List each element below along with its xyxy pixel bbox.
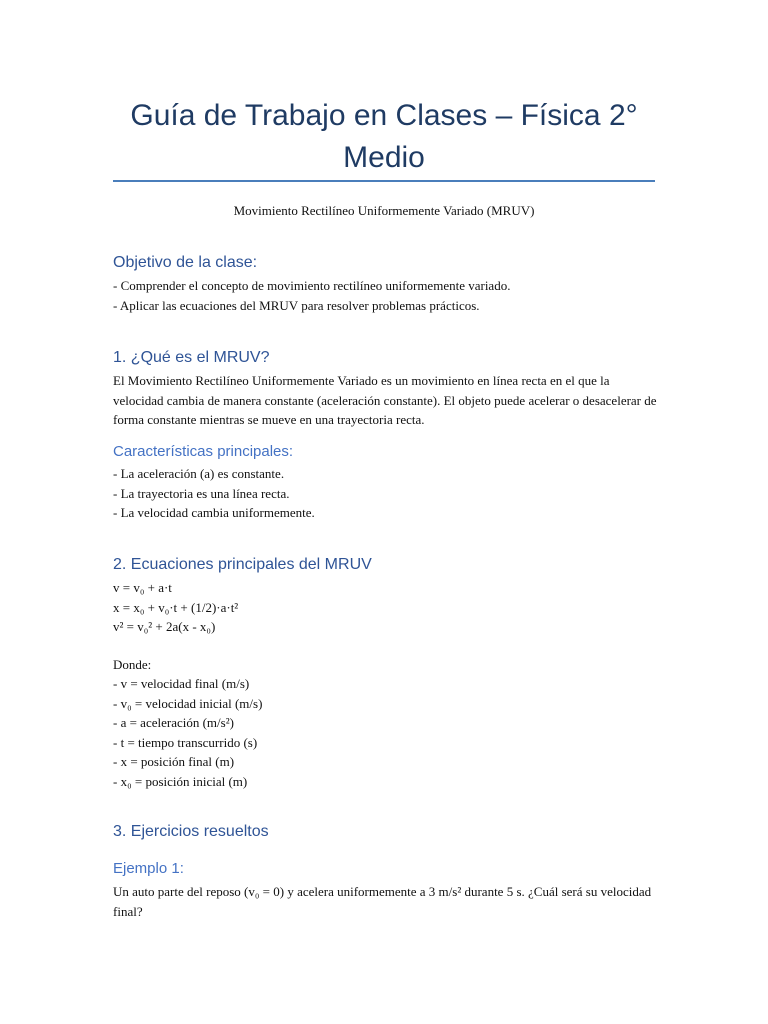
characteristics-heading: Características principales: — [113, 443, 294, 460]
section2-heading: 2. Ecuaciones principales del MRUV — [113, 556, 372, 573]
definition-item: - a = aceleración (m/s²) — [113, 715, 234, 730]
objective-list — [113, 276, 658, 315]
characteristic-item: - La velocidad cambia uniformemente. — [113, 505, 315, 520]
definition-item: - x = posición final (m) — [113, 754, 235, 769]
definition-item: - t = tiempo transcurrido (s) — [113, 734, 258, 750]
equation-line: v² = v₀² + 2a(x - x₀) — [113, 619, 216, 634]
definition-item: - v = velocidad final (m/s) — [113, 676, 250, 691]
where-label: Donde: — [113, 656, 152, 672]
page-title: Guía de Trabajo en Clases – Física 2° Medio — [130, 99, 638, 174]
equation-line: v = v₀ + a·t — [113, 580, 172, 595]
definition-item: - v₀ = velocidad inicial (m/s) — [113, 695, 263, 711]
equations-block — [113, 578, 658, 791]
characteristics-list — [113, 464, 658, 523]
example1-heading: Ejemplo 1: — [113, 860, 184, 877]
objective-item: - Comprender el concepto de movimiento rectilíneo uniformemente variado. — [113, 278, 511, 293]
title-underline — [113, 180, 655, 182]
characteristic-item: - La aceleración (a) es constante. — [113, 466, 285, 481]
section3-heading: 3. Ejercicios resueltos — [113, 823, 269, 840]
objective-heading: Objetivo de la clase: — [113, 254, 258, 271]
blank-line — [113, 637, 658, 655]
equation-line: x = x₀ + v₀·t + (1/2)·a·t² — [113, 599, 239, 615]
section1-paragraph: El Movimiento Rectilíneo Uniformemente Variado es un movimiento en línea recta en el que la velocidad cambia de manera constante (aceleración constante). El objeto puede acelerar o desacelerar de forma constante mientras se mueve en una trayectoria recta. — [113, 373, 657, 427]
characteristic-item: - La trayectoria es una línea recta. — [113, 485, 290, 501]
objective-item: - Aplicar las ecuaciones del MRUV para resolver problemas prácticos. — [113, 297, 480, 313]
section1-heading: 1. ¿Qué es el MRUV? — [113, 349, 270, 366]
definition-item: - x₀ = posición inicial (m) — [113, 773, 248, 789]
example1-text: Un auto parte del reposo (v₀ = 0) y acelera uniformemente a 3 m/s² durante 5 s. ¿Cuál será su velocidad final? — [113, 884, 652, 919]
page-subtitle: Movimiento Rectilíneo Uniformemente Variado (MRUV) — [233, 203, 535, 218]
